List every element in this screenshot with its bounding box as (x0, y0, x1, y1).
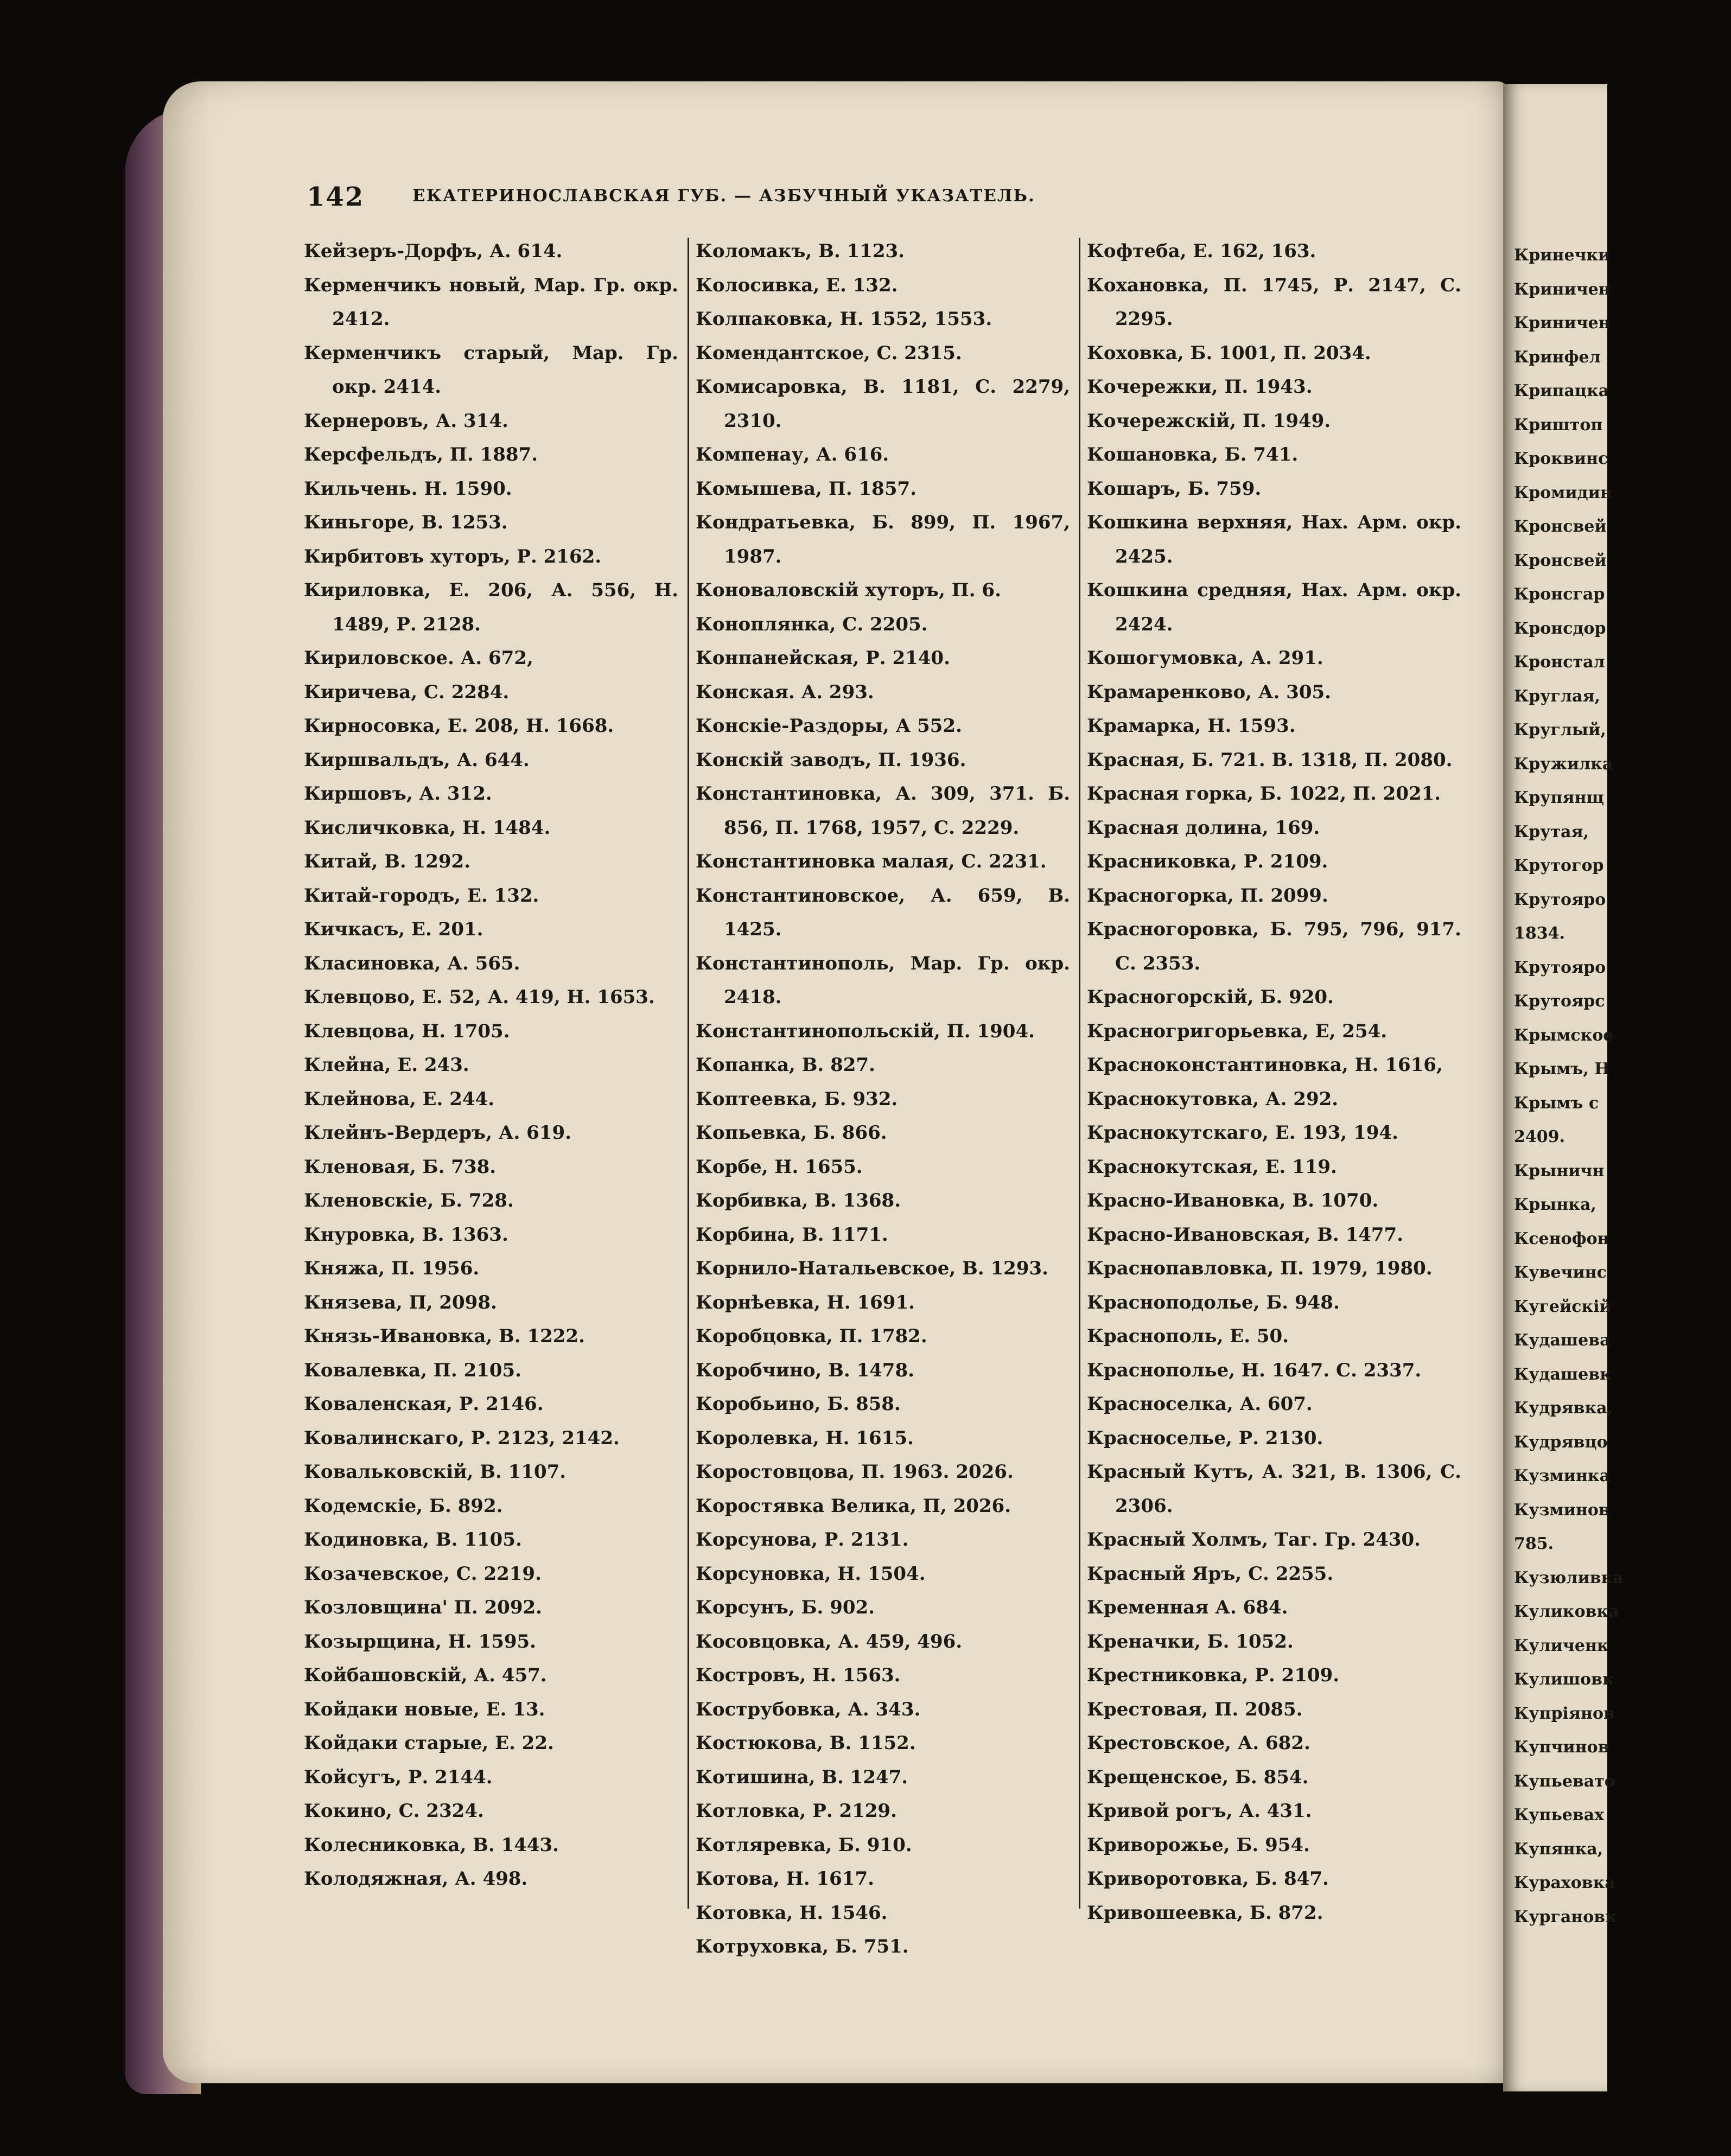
index-entry: Котляревка, Б. 910. (696, 1834, 912, 1856)
index-entry: Красноподолье, Б. 948. (1087, 1291, 1340, 1313)
facing-page-fragment: 2409. (1514, 1127, 1565, 1146)
index-entry: Коломакъ, В. 1123. (696, 240, 905, 262)
index-entry: Краснополье, Н. 1647. С. 2337. (1087, 1359, 1422, 1381)
index-entry: Краснокутовка, А. 292. (1087, 1088, 1339, 1110)
column-rule-2 (1079, 238, 1080, 1909)
index-entry: Красно-Ивановка, В. 1070. (1087, 1190, 1379, 1211)
index-entry: Колодяжная, А. 498. (304, 1868, 528, 1890)
facing-page-fragment: Купріянов (1514, 1704, 1615, 1723)
column-rule-1 (688, 238, 689, 1909)
index-entry: Красная, Б. 721. В. 1318, П. 2080. (1087, 749, 1453, 771)
index-entry: Корнѣевка, Н. 1691. (696, 1291, 915, 1313)
facing-page-fragment: Кринфел (1514, 347, 1601, 367)
index-entry: Костюкова, В. 1152. (696, 1732, 916, 1754)
index-entry: Княжа, П. 1956. (304, 1258, 480, 1279)
index-entry: Коховка, Б. 1001, П. 2034. (1087, 342, 1371, 364)
facing-page-fragment: Кургановк (1514, 1907, 1617, 1927)
index-entry: Кирносовка, Е. 208, Н. 1668. (304, 715, 614, 737)
index-entry: Конпанейская, Р. 2140. (696, 647, 950, 669)
index-entry: Криворотовка, Б. 847. (1087, 1868, 1329, 1890)
facing-page-fragment: Купянка, (1514, 1839, 1603, 1859)
index-entry: Коноваловскій хуторъ, П. 6. (696, 579, 1001, 601)
facing-page-fragment: Кронсдор (1514, 618, 1606, 638)
index-entry: Койсугъ, Р. 2144. (304, 1766, 493, 1788)
index-entry: Красный Холмъ, Таг. Гр. 2430. (1087, 1529, 1421, 1551)
facing-page-fragment: Куликовка (1514, 1602, 1619, 1621)
facing-page-fragment: Кронсвей (1514, 517, 1607, 536)
index-entry: Койдаки старые, Е. 22. (304, 1732, 554, 1754)
index-entry: Козловщина' П. 2092. (304, 1597, 542, 1618)
index-entry: Киршвальдъ, А. 644. (304, 749, 530, 771)
index-entry: Койбашовскій, А. 457. (304, 1664, 547, 1686)
index-entry: Компенау, А. 616. (696, 444, 889, 465)
index-entry: Константиновское, А. 659, В. 1425. (696, 884, 1070, 940)
facing-page-fragment: Крынка, (1514, 1195, 1596, 1214)
index-entry: Красногригорьевка, Е, 254. (1087, 1020, 1388, 1042)
index-entry: Койдаки новые, Е. 13. (304, 1698, 545, 1720)
index-column-3 (1087, 234, 1461, 1930)
index-entry: Котловка, Р. 2129. (696, 1800, 897, 1822)
facing-page-fragment: Кромидин (1514, 483, 1612, 502)
index-entry: Котруховка, Б. 751. (696, 1936, 909, 1957)
index-entry: Костровъ, Н. 1563. (696, 1664, 901, 1686)
running-title: ЕКАТЕРИНОСЛАВСКАЯ ГУБ. — АЗБУЧНЫЙ УКАЗАТЕЛЬ. (412, 186, 1035, 206)
index-entry: Кошкина верхняя, Нах. Арм. окр. 2425. (1087, 512, 1461, 567)
index-entry: Комисаровка, В. 1181, С. 2279, 2310. (696, 376, 1070, 432)
page-header (307, 182, 1240, 214)
index-entry: Кострубовка, А. 343. (696, 1698, 921, 1720)
index-entry: Крамарка, Н. 1593. (1087, 715, 1296, 737)
facing-page-fragment: Кринечки (1514, 246, 1611, 265)
index-entry: Константиновка малая, С. 2231. (696, 851, 1047, 872)
index-entry: Киричева, С. 2284. (304, 681, 510, 703)
index-entry: Кленовскіе, Б. 728. (304, 1190, 514, 1211)
index-entry: Кокино, С. 2324. (304, 1800, 484, 1822)
index-entry: Кичкасъ, Е. 201. (304, 918, 483, 940)
index-entry: Кочережки, П. 1943. (1087, 376, 1313, 398)
index-entry: Колпаковка, Н. 1552, 1553. (696, 308, 992, 330)
index-entry: Китай, В. 1292. (304, 851, 471, 872)
index-entry: Красная горка, Б. 1022, П. 2021. (1087, 783, 1441, 805)
index-entry: Котова, Н. 1617. (696, 1868, 874, 1890)
index-entry: Конскій заводъ, П. 1936. (696, 749, 966, 771)
index-entry: Коростовцова, П. 1963. 2026. (696, 1461, 1014, 1483)
index-entry: Краснополь, Е. 50. (1087, 1325, 1289, 1347)
index-entry: Кодемскіе, Б. 892. (304, 1495, 503, 1517)
index-entry: Кириловское. А. 672, (304, 647, 533, 669)
index-entry: Кисличковка, Н. 1484. (304, 817, 551, 839)
index-entry: Крестниковка, Р. 2109. (1087, 1664, 1340, 1686)
facing-page-fragment: Круглая, (1514, 686, 1601, 706)
index-entry: Краснокутскаго, Е. 193, 194. (1087, 1122, 1398, 1144)
index-entry: Керменчикъ старый, Мар. Гр. окр. 2414. (304, 342, 678, 398)
index-entry: Клейнъ-Вердеръ, А. 619. (304, 1122, 571, 1144)
facing-page-fragment: Криштоп (1514, 415, 1603, 435)
index-entry: Криворожье, Б. 954. (1087, 1834, 1310, 1856)
facing-page-fragment: Кузминов (1514, 1500, 1610, 1520)
index-entry: Корнило-Натальевское, В. 1293. (696, 1258, 1048, 1279)
index-entry: Красный Кутъ, А. 321, В. 1306, С. 2306. (1087, 1461, 1461, 1517)
index-entry: Красногорскій, Б. 920. (1087, 986, 1334, 1008)
index-entry: Константиновка, А. 309, 371. Б. 856, П. 1768, 1957, С. 2229. (696, 783, 1070, 839)
index-entry: Князь-Ивановка, В. 1222. (304, 1325, 585, 1347)
index-entry: Кошановка, Б. 741. (1087, 444, 1299, 465)
facing-page-fragment: Крутогор (1514, 856, 1604, 875)
index-entry: Кейзеръ-Дорфъ, А. 614. (304, 240, 563, 262)
index-entry: Кременная А. 684. (1087, 1597, 1288, 1618)
facing-page-fragment: Крымъ, Н (1514, 1060, 1610, 1079)
facing-page-fragment: Кроквинс (1514, 449, 1608, 468)
index-entry: Краснокутская, Е. 119. (1087, 1156, 1337, 1178)
index-entry: Коваленская, Р. 2146. (304, 1393, 544, 1415)
index-entry: Кривой рогъ, А. 431. (1087, 1800, 1312, 1822)
index-entry: Копьевка, Б. 866. (696, 1122, 887, 1144)
index-entry: Корбе, Н. 1655. (696, 1156, 863, 1178)
index-entry: Красниковка, Р. 2109. (1087, 851, 1328, 872)
index-entry: Ковальковскій, В. 1107. (304, 1461, 567, 1483)
index-entry: Крестовая, П. 2085. (1087, 1698, 1303, 1720)
facing-page-fragment: Кулишовк (1514, 1670, 1614, 1689)
index-entry: Кнуровка, В. 1363. (304, 1223, 508, 1246)
index-entry: Константинополь, Мар. Гр. окр. 2418. (696, 952, 1070, 1008)
facing-page-fragment: Кураховка (1514, 1873, 1615, 1892)
index-entry: Копанка, В. 827. (696, 1054, 875, 1076)
facing-page-fragment: Кувечинс (1514, 1263, 1607, 1282)
facing-page-fragment: Кудрявцо (1514, 1432, 1608, 1452)
index-entry: Креначки, Б. 1052. (1087, 1630, 1294, 1653)
index-entry: Крестовское, А. 682. (1087, 1732, 1310, 1754)
facing-page-fragment: Кронсвей (1514, 551, 1607, 570)
index-entry: Крещенское, Б. 854. (1087, 1766, 1309, 1788)
index-entry: Киньгоре, В. 1253. (304, 512, 508, 533)
facing-page-fragment: Кронсгар (1514, 585, 1605, 604)
facing-page-fragment: Крутояро (1514, 958, 1606, 977)
index-entry: Кофтеба, Е. 162, 163. (1087, 240, 1316, 262)
facing-page-fragment: Кугейскій (1514, 1297, 1612, 1316)
index-entry: Клевцова, Н. 1705. (304, 1020, 510, 1042)
index-entry: Кочережскій, П. 1949. (1087, 410, 1331, 432)
facing-page-column (1514, 239, 1731, 1934)
index-entry: Конскіе-Раздоры, А 552. (696, 715, 962, 737)
index-entry: Корсуновка, Н. 1504. (696, 1562, 926, 1585)
facing-page-fragment: Кузюливка (1514, 1568, 1624, 1587)
index-entry: Котишина, В. 1247. (696, 1766, 908, 1788)
index-entry: Красная долина, 169. (1087, 817, 1320, 839)
index-entry: Козырщина, Н. 1595. (304, 1630, 537, 1653)
index-entry: Князева, П, 2098. (304, 1291, 497, 1313)
index-entry: Кошкина средняя, Нах. Арм. окр. 2424. (1087, 579, 1461, 635)
facing-page-fragment: Крутоярс (1514, 992, 1605, 1011)
index-entry: Кондратьевка, Б. 899, П. 1967, 1987. (696, 512, 1070, 567)
index-entry: Клевцово, Е. 52, А. 419, Н. 1653. (304, 986, 655, 1008)
index-entry: Кирбитовъ хуторъ, Р. 2162. (304, 545, 602, 567)
facing-page-fragment: Крутая, (1514, 822, 1589, 841)
index-entry: Коростявка Велика, П, 2026. (696, 1495, 1011, 1517)
index-entry: Кильчень. Н. 1590. (304, 477, 512, 500)
index-entry: Корсунова, Р. 2131. (696, 1529, 909, 1551)
index-entry: Красный Яръ, С. 2255. (1087, 1562, 1334, 1585)
index-entry: Керменчикъ новый, Мар. Гр. окр. 2412. (304, 274, 678, 330)
facing-page-fragment: Кузминка (1514, 1466, 1611, 1485)
index-entry: Коробчино, В. 1478. (696, 1359, 914, 1381)
index-entry: Комышева, П. 1857. (696, 477, 917, 500)
index-entry: Колесниковка, В. 1443. (304, 1834, 559, 1856)
facing-page-fragment: Кронстал (1514, 653, 1605, 672)
facing-page-fragment: Кудашева (1514, 1331, 1611, 1350)
index-entry: Корсунъ, Б. 902. (696, 1597, 875, 1618)
facing-page-fragment: Крутояро (1514, 890, 1606, 909)
facing-page-fragment: Криничен (1514, 314, 1611, 333)
index-entry: Комендантское, С. 2315. (696, 342, 962, 364)
facing-page-fragment: Кудашевк (1514, 1364, 1612, 1384)
index-entry: Кодиновка, В. 1105. (304, 1529, 522, 1551)
index-entry: Клейна, Е. 243. (304, 1054, 469, 1076)
index-entry: Константинопольскій, П. 1904. (696, 1020, 1035, 1042)
index-column-1 (304, 234, 678, 1896)
index-entry: Конская. А. 293. (696, 681, 874, 703)
facing-page-fragment: Крымъ с (1514, 1093, 1599, 1113)
index-entry: Красноконстантиновка, Н. 1616, (1087, 1054, 1443, 1076)
index-entry: Красногорка, П. 2099. (1087, 884, 1328, 907)
index-entry: Коробьино, Б. 858. (696, 1393, 901, 1415)
index-entry: Корбина, В. 1171. (696, 1223, 888, 1246)
index-entry: Киршовъ, А. 312. (304, 783, 492, 805)
index-entry: Кохановка, П. 1745, Р. 2147, С. 2295. (1087, 274, 1461, 330)
index-entry: Козачевское, С. 2219. (304, 1562, 542, 1585)
facing-page-fragment: Ксенофон (1514, 1229, 1609, 1248)
index-entry: Королевка, Н. 1615. (696, 1427, 914, 1449)
index-entry: Крамаренково, А. 305. (1087, 681, 1331, 703)
index-entry: Ковалевка, П. 2105. (304, 1359, 521, 1381)
index-entry: Корбивка, В. 1368. (696, 1190, 901, 1211)
facing-page-fragment: Купчинов (1514, 1738, 1609, 1757)
index-entry: Колосивка, Е. 132. (696, 274, 898, 296)
facing-page-fragment: Крыничн (1514, 1161, 1605, 1181)
facing-page-fragment: Купьевах (1514, 1806, 1605, 1825)
facing-page-fragment: Кудрявка, (1514, 1399, 1613, 1418)
index-entry: Кривошеевка, Б. 872. (1087, 1902, 1323, 1924)
index-entry: Красноселье, Р. 2130. (1087, 1427, 1323, 1449)
index-entry: Коробцовка, П. 1782. (696, 1325, 927, 1347)
facing-page-fragment: Купьевато (1514, 1771, 1615, 1791)
index-entry: Коптеевка, Б. 932. (696, 1088, 898, 1110)
index-entry: Красно-Ивановская, В. 1477. (1087, 1223, 1404, 1246)
index-entry: Красногоровка, Б. 795, 796, 917. С. 2353. (1087, 918, 1461, 974)
facing-page-fragment: Куличенк (1514, 1636, 1609, 1655)
index-entry: Класиновка, А. 565. (304, 952, 520, 974)
facing-page-fragment: Крипацка (1514, 381, 1609, 400)
index-entry: Клейнова, Е. 244. (304, 1088, 495, 1110)
facing-page-fragment: Круглый, (1514, 720, 1606, 739)
facing-page-fragment: 785. (1514, 1534, 1554, 1553)
facing-page-fragment: Крымское (1514, 1025, 1614, 1045)
index-entry: Ковалинскаго, Р. 2123, 2142. (304, 1427, 620, 1449)
index-entry: Котовка, Н. 1546. (696, 1902, 888, 1924)
index-column-2 (696, 234, 1070, 1964)
page-number: 142 (307, 182, 365, 212)
facing-page-fragment: Кружилка (1514, 754, 1613, 774)
index-entry: Китай-городъ, Е. 132. (304, 884, 539, 907)
index-entry: Краснопавловка, П. 1979, 1980. (1087, 1258, 1433, 1279)
index-entry: Керсфельдъ, П. 1887. (304, 444, 538, 465)
index-entry: Коноплянка, С. 2205. (696, 613, 928, 635)
facing-page-fragment: 1834. (1514, 924, 1565, 943)
index-entry: Кленовая, Б. 738. (304, 1156, 497, 1178)
index-entry: Красноселка, А. 607. (1087, 1393, 1313, 1415)
index-entry: Кернеровъ, А. 314. (304, 410, 508, 432)
index-entry: Кошаръ, Б. 759. (1087, 477, 1262, 500)
facing-page-fragment: Крупянщ (1514, 788, 1605, 807)
facing-page-fragment: Криничен (1514, 279, 1611, 299)
index-entry: Косовцовка, А. 459, 496. (696, 1630, 963, 1653)
index-entry: Кириловка, Е. 206, А. 556, Н. 1489, Р. 2128. (304, 579, 678, 635)
index-entry: Кошогумовка, А. 291. (1087, 647, 1323, 669)
